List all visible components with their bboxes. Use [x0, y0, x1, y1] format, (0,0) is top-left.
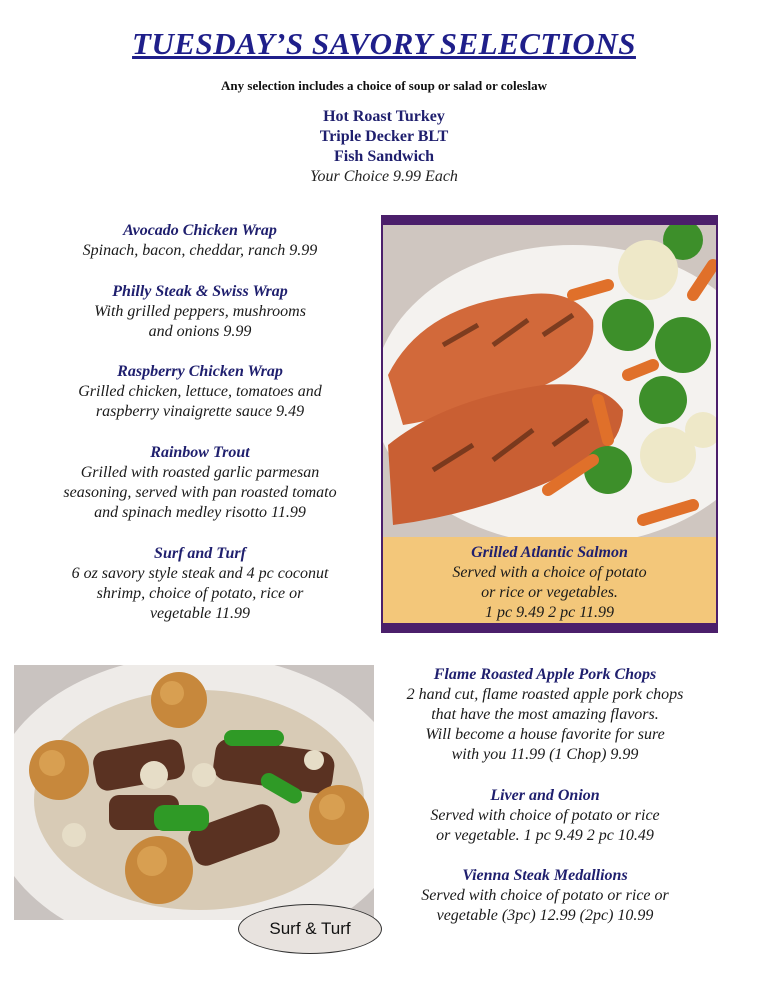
surf-and-turf-photo — [14, 665, 374, 920]
item-name: Raspberry Chicken Wrap — [117, 363, 283, 380]
menu-item-philly-steak-wrap — [20, 282, 380, 342]
combo-item: Hot Roast Turkey — [323, 108, 445, 125]
item-name: Flame Roasted Apple Pork Chops — [433, 666, 657, 683]
menu-item-avocado-chicken-wrap — [20, 221, 380, 261]
menu-item-vienna-steak-medallions — [380, 866, 710, 926]
item-desc: Served with choice of potato or rice or vegetable. 1 pc 9.49 2 pc 10.49 — [430, 807, 660, 844]
salmon-feature-panel — [381, 215, 718, 633]
item-name: Liver and Onion — [490, 787, 600, 804]
item-name: Vienna Steak Medallions — [462, 867, 628, 884]
item-name: Surf and Turf — [154, 545, 246, 562]
page-title: TUESDAY’S SAVORY SELECTIONS — [132, 26, 636, 61]
menu-item-raspberry-chicken-wrap — [20, 362, 380, 422]
item-name: Philly Steak & Swiss Wrap — [112, 283, 288, 300]
item-desc: Spinach, bacon, cheddar, ranch 9.99 — [82, 242, 318, 259]
item-desc: Served with choice of potato or rice or vegetable (3pc) 12.99 (2pc) 10.99 — [421, 887, 669, 924]
item-name: Avocado Chicken Wrap — [123, 222, 277, 239]
combo-price: Your Choice 9.99 Each — [310, 168, 458, 185]
item-desc: Served with a choice of potato or rice or vegetables. 1 pc 9.49 2 pc 11.99 — [452, 564, 647, 621]
menu-item-rainbow-trout — [20, 443, 380, 523]
item-desc: Grilled chicken, lettuce, tomatoes and raspberry vinaigrette sauce 9.49 — [78, 383, 322, 420]
surf-and-turf-badge: Surf & Turf — [238, 904, 382, 954]
item-desc: Grilled with roasted garlic parmesan seasoning, served with pan roasted tomato and spinach medley risotto 11.99 — [63, 464, 337, 521]
menu-item-liver-and-onion — [380, 786, 710, 846]
item-desc: With grilled peppers, mushrooms and onions 9.99 — [94, 303, 306, 340]
combo-item: Fish Sandwich — [333, 148, 435, 165]
item-name: Rainbow Trout — [150, 444, 250, 461]
salmon-caption — [383, 537, 716, 623]
item-name: Grilled Atlantic Salmon — [471, 544, 628, 561]
combo-section — [0, 107, 768, 187]
item-desc: 6 oz savory style steak and 4 pc coconut shrimp, choice of potato, rice or vegetable 11.99 — [71, 565, 329, 622]
combo-item: Triple Decker BLT — [319, 128, 449, 145]
item-desc: 2 hand cut, flame roasted apple pork chops that have the most amazing flavors. Will become a house favorite for sure with you 11.99 (1 Chop) 9.99 — [406, 686, 684, 763]
salmon-photo — [383, 225, 716, 537]
page-subtitle: Any selection includes a choice of soup or salad or coleslaw — [221, 78, 547, 93]
menu-item-pork-chops — [380, 665, 710, 765]
menu-item-surf-and-turf — [20, 544, 380, 624]
